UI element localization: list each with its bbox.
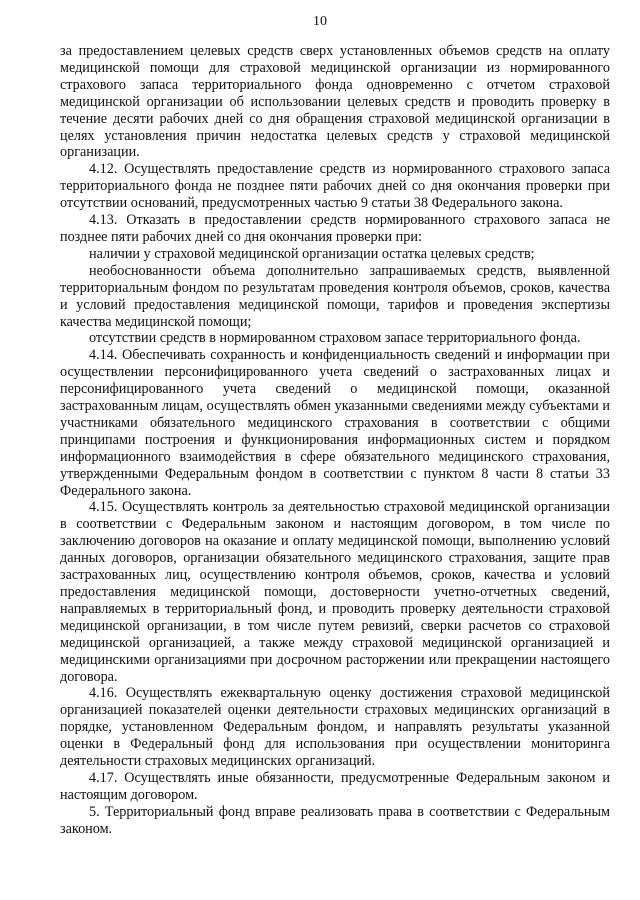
paragraph-4-14: 4.14. Обеспечивать сохранность и конфиденциальность сведений и информации при осуществлении персонифицированного учета сведений о застрахованных лицах и персонифицированного учета сведений о медицинской помощи, оказанной застрахованным лицам, осуществлять обмен указанными сведениями между субъектами и участниками обязательного медицинского страхования в соответствии с общими принципами построения и функционирования информационных систем и порядком информационного взаимодействия в сфере обязательного медицинского страхования, утвержденными Федеральным фондом в соответствии с пунктом 8 части 8 статьи 33 Федерального закона. xyxy=(60,347,610,499)
paragraph-4-13-item-remainder: наличии у страховой медицинской организации остатка целевых средств; xyxy=(89,245,535,262)
paragraph-4-12: 4.12. Осуществлять предоставление средств из нормированного страхового запаса территориального фонда не позднее пяти рабочих дней со дня окончания проверки при отсутствии оснований, предусмотренных частью 9 статьи 38 Федерального закона. xyxy=(60,161,610,212)
document-body xyxy=(60,43,610,838)
paragraph-4-15: 4.15. Осуществлять контроль за деятельностью страховой медицинской организации в соответствии с Федеральным законом и настоящим договором, в том числе по заключению договоров на оказание и оплату медицинской помощи, выполнению условий данных договоров, организации обязательного медицинского страхования, защите прав застрахованных лиц, осуществлению контроля объемов, сроков, качества и условий предоставления медицинской помощи, достоверности учетно-отчетных сведений, направляемых в территориальный фонд, и проводить проверку деятельности страховой медицинской организации, в том числе путем ревизий, сверки расчетов со страховой медицинской организацией, а также между страховой медицинской организацией и медицинскими организациями при досрочном расторжении или прекращении настоящего договора. xyxy=(60,499,610,685)
paragraph-4-13-item-no-funds: отсутствии средств в нормированном страховом запасе территориального фонда. xyxy=(89,330,581,347)
paragraph-4-17: 4.17. Осуществлять иные обязанности, предусмотренные Федеральным законом и настоящим договором. xyxy=(60,769,610,803)
paragraph-5: 5. Территориальный фонд вправе реализовать права в соответствии с Федеральным законом. xyxy=(60,803,610,837)
paragraph-4-13-item-unjustified: необоснованности объема дополнительно запрашиваемых средств, выявленной территориальным фондом по результатам проведения контроля объемов, сроков, качества и условий предоставления медицинской помощи, тарифов и проведения экспертизы качества медицинской помощи; xyxy=(60,262,610,330)
paragraph-continuation: за предоставлением целевых средств сверх установленных объемов средств на оплату медицинской помощи для страховой медицинской организации из нормированного страхового запаса территориального фонда одновременно с отчетом страховой медицинской организации об использовании целевых средств и проводить проверку в течение десяти рабочих дней со дня обращения страховой медицинской организации в целях установления причин недостатка целевых средств у страховой медицинской организации. xyxy=(60,43,610,161)
paragraph-4-16: 4.16. Осуществлять ежеквартальную оценку достижения страховой медицинской организацией показателей оценки деятельности страховых медицинских организаций в порядке, установленном Федеральным фондом, и направлять результаты указанной оценки в Федеральный фонд для использования при осуществлении мониторинга деятельности страховых медицинских организаций. xyxy=(60,685,610,770)
paragraph-4-13: 4.13. Отказать в предоставлении средств нормированного страхового запаса не позднее пяти рабочих дней со дня окончания проверки при: xyxy=(60,212,610,245)
page-number: 10 xyxy=(313,14,327,29)
